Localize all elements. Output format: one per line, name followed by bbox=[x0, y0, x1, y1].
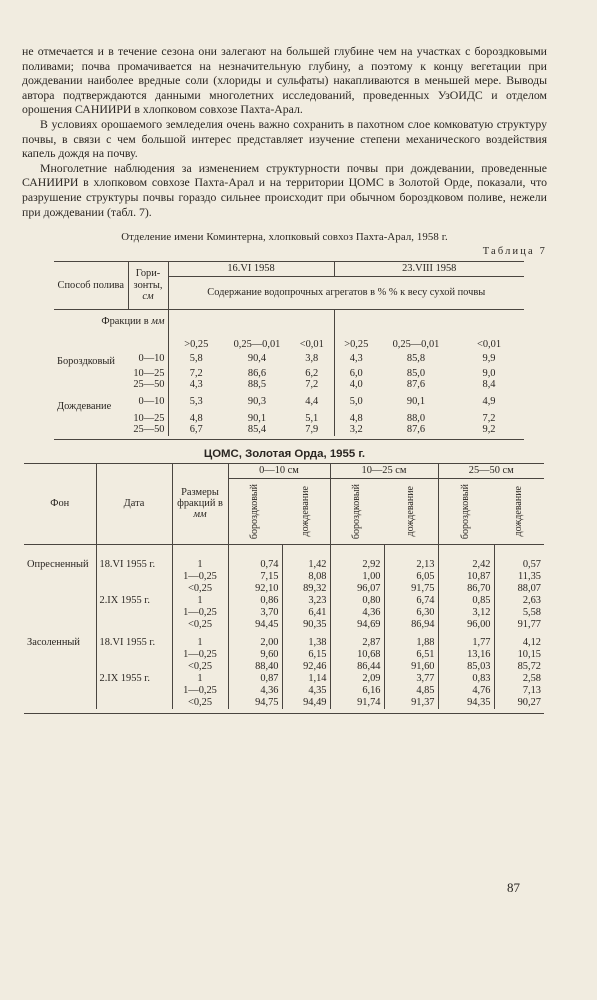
t8-value: 11,35 bbox=[494, 571, 544, 583]
t8-value: 4,85 bbox=[384, 685, 438, 697]
t8-date bbox=[96, 619, 172, 631]
t7-value: 87,6 bbox=[406, 379, 426, 391]
t8-value: 94,75 bbox=[228, 697, 282, 709]
t7-col-method: Способ полива bbox=[54, 262, 128, 310]
t8-value: 91,60 bbox=[384, 661, 438, 673]
t7-value: 90,4 bbox=[247, 353, 267, 365]
table7-caption: Отделение имени Коминтерна, хлопковый совхоз Пахта-Арал, 1958 г. bbox=[121, 231, 448, 244]
t8-value: 2,09 bbox=[330, 673, 384, 685]
table-row bbox=[24, 685, 544, 697]
t8-fraction: 1 bbox=[172, 544, 228, 571]
t7-value: 90,3 bbox=[247, 395, 267, 407]
t8-depth-3: 25—50 см bbox=[438, 463, 544, 478]
t8-value: 2,00 bbox=[228, 631, 282, 649]
t8-value: 0,85 bbox=[438, 595, 494, 607]
t7-value: 4,4 bbox=[305, 395, 319, 407]
t8-value: 3,77 bbox=[384, 673, 438, 685]
paragraph-1: не отмечается и в течение сезона они залегают на большей глубине чем на участках с бороздковыми поливами; почва промачивается на незначительную глубину, а поэтому к концу вегетации при дождевании наиболее вредные соли (хлориды и сульфаты) накапливаются в меньшей мере. Выводы автора подтверждаются данными многолетних исследований, проведенных УзОИДС и отделом орошения САНИИРИ в хлопковом совхозе Пахта-Арал. bbox=[22, 44, 547, 117]
t8-fraction: 1—0,25 bbox=[172, 571, 228, 583]
t8-value: 85,03 bbox=[438, 661, 494, 673]
table-row bbox=[24, 673, 544, 685]
table-row bbox=[24, 571, 544, 583]
t8-date bbox=[96, 583, 172, 595]
t7-value: 88,0 bbox=[406, 412, 426, 424]
t7-method: Дождевание bbox=[57, 400, 112, 412]
t8-date: 18.VI 1955 г. bbox=[96, 544, 172, 571]
t7-value: 4,3 bbox=[334, 350, 378, 368]
t8-fraction: <0,25 bbox=[172, 697, 228, 709]
t8-depth-1: 0—10 см bbox=[228, 463, 330, 478]
t8-fraction: <0,25 bbox=[172, 583, 228, 595]
t8-value: 7,15 bbox=[228, 571, 282, 583]
t8-value: 91,37 bbox=[384, 697, 438, 709]
t8-subheader-label: бороздковый bbox=[351, 483, 362, 539]
t8-value: 1,14 bbox=[282, 673, 330, 685]
paragraph-2: В условиях орошаемого земледелия очень важно сохранить в пахотном слое комковатую структуру почвы, в связи с чем большой интерес представляет изучение степени механического воздействия капель дождя на почву. bbox=[22, 116, 547, 161]
t7-value: 7,2 bbox=[482, 412, 496, 424]
t8-value: 91,74 bbox=[330, 697, 384, 709]
table-row bbox=[54, 368, 524, 380]
t8-subheader bbox=[282, 478, 330, 544]
t7-value: 85,8 bbox=[406, 353, 426, 365]
t8-date bbox=[96, 571, 172, 583]
table7-label: Таблица 7 bbox=[482, 246, 547, 258]
t8-value: 94,45 bbox=[228, 619, 282, 631]
t8-value: 96,07 bbox=[330, 583, 384, 595]
t8-date bbox=[96, 697, 172, 709]
table-row bbox=[24, 697, 544, 709]
t8-value: 0,80 bbox=[330, 595, 384, 607]
t7-fraction-col: 0,25—0,01 bbox=[233, 339, 281, 351]
t7-horizon: 0—10 bbox=[138, 395, 165, 407]
t8-subheader bbox=[384, 478, 438, 544]
t8-bg bbox=[24, 595, 96, 607]
t8-fraction: 1—0,25 bbox=[172, 649, 228, 661]
t8-value: 6,74 bbox=[384, 595, 438, 607]
t8-subheader-label: бороздковый bbox=[249, 483, 260, 539]
t8-value: 3,70 bbox=[228, 607, 282, 619]
t8-value: 6,41 bbox=[282, 607, 330, 619]
t8-value: 4,36 bbox=[228, 685, 282, 697]
t8-bg bbox=[24, 571, 96, 583]
t7-value: 6,7 bbox=[168, 424, 224, 436]
t7-value: 9,0 bbox=[482, 367, 496, 379]
table-row bbox=[54, 350, 524, 368]
t8-value: 6,30 bbox=[384, 607, 438, 619]
t7-value: 7,2 bbox=[168, 368, 224, 380]
t7-value: 4,8 bbox=[334, 413, 378, 425]
table-row bbox=[54, 379, 524, 391]
t8-value: 2,13 bbox=[384, 544, 438, 571]
table-row bbox=[54, 413, 524, 425]
t7-value: 7,9 bbox=[305, 424, 319, 436]
table-row bbox=[24, 619, 544, 631]
t8-value: 4,35 bbox=[282, 685, 330, 697]
t7-value: 86,6 bbox=[247, 367, 267, 379]
t8-col-frac: Размеры фракций в мм bbox=[172, 463, 228, 544]
t7-horizon: 25—50 bbox=[133, 424, 165, 436]
t8-subheader bbox=[330, 478, 384, 544]
t8-value: 88,40 bbox=[228, 661, 282, 673]
t8-value: 10,68 bbox=[330, 649, 384, 661]
t7-value: 4,9 bbox=[482, 395, 496, 407]
t8-date: 18.VI 1955 г. bbox=[96, 631, 172, 649]
t8-date bbox=[96, 649, 172, 661]
t8-value: 2,42 bbox=[438, 544, 494, 571]
t8-value: 10,87 bbox=[438, 571, 494, 583]
table7 bbox=[54, 261, 524, 440]
t8-value: 4,12 bbox=[494, 631, 544, 649]
t7-method: Бороздковый bbox=[57, 356, 115, 368]
t8-value: 91,77 bbox=[494, 619, 544, 631]
t8-date bbox=[96, 607, 172, 619]
t7-fraction-col: 0,25—0,01 bbox=[392, 339, 440, 351]
t7-horizon: 10—25 bbox=[133, 367, 165, 379]
t8-subheader-label: дождевание bbox=[512, 485, 524, 537]
t7-method-empty bbox=[54, 379, 128, 391]
t8-value: 90,35 bbox=[282, 619, 330, 631]
t8-fraction: <0,25 bbox=[172, 661, 228, 673]
t8-bg bbox=[24, 697, 96, 709]
t8-col-bg: Фон bbox=[24, 463, 96, 544]
t8-value: 4,76 bbox=[438, 685, 494, 697]
t7-value: 3,2 bbox=[334, 424, 378, 436]
t8-subheader-label: бороздковый bbox=[460, 483, 471, 539]
t7-value: 4,0 bbox=[334, 379, 378, 391]
t8-fraction: 1 bbox=[172, 595, 228, 607]
t8-value: 4,36 bbox=[330, 607, 384, 619]
t7-method-empty bbox=[54, 368, 128, 380]
t8-bg bbox=[24, 583, 96, 595]
t8-subheader bbox=[228, 478, 282, 544]
t7-value: 3,8 bbox=[305, 353, 319, 365]
t8-depth-2: 10—25 см bbox=[330, 463, 438, 478]
t8-value: 0,57 bbox=[494, 544, 544, 571]
table-row bbox=[24, 649, 544, 661]
table-row bbox=[24, 607, 544, 619]
t7-method-empty bbox=[54, 413, 128, 425]
t8-value: 0,87 bbox=[228, 673, 282, 685]
table-row bbox=[24, 583, 544, 595]
t8-fraction: 1—0,25 bbox=[172, 685, 228, 697]
t7-value: 87,6 bbox=[406, 424, 426, 436]
t7-horizon: 25—50 bbox=[133, 379, 165, 391]
t7-value: 5,0 bbox=[334, 391, 378, 413]
page-number: 87 bbox=[507, 880, 520, 895]
t8-value: 6,51 bbox=[384, 649, 438, 661]
t7-value: 6,2 bbox=[305, 367, 319, 379]
t8-value: 13,16 bbox=[438, 649, 494, 661]
t8-bg: Засоленный bbox=[27, 636, 80, 648]
t7-fraction-col: <0,01 bbox=[299, 339, 324, 351]
t8-subheader-label: дождевание bbox=[299, 485, 311, 537]
t8-value: 1,88 bbox=[384, 631, 438, 649]
t7-value: 9,9 bbox=[482, 353, 496, 365]
t7-value: 6,0 bbox=[334, 368, 378, 380]
t8-value: 2,58 bbox=[494, 673, 544, 685]
t8-value: 3,12 bbox=[438, 607, 494, 619]
t7-content-header: Содержание водопрочных агрегатов в % % к весу сухой почвы bbox=[168, 277, 524, 310]
t8-value: 2,63 bbox=[494, 595, 544, 607]
t7-col-horizons: Гори-зонты, см bbox=[128, 262, 168, 310]
t8-value: 1,42 bbox=[282, 544, 330, 571]
t7-value: 8,4 bbox=[482, 379, 496, 391]
t8-bg bbox=[24, 673, 96, 685]
t8-fraction: <0,25 bbox=[172, 619, 228, 631]
t8-date bbox=[96, 685, 172, 697]
t7-date-2: 23.VIII 1958 bbox=[334, 262, 524, 277]
table8 bbox=[24, 463, 544, 714]
t7-horizon: 0—10 bbox=[138, 353, 165, 365]
t7-fraction-col: >0,25 bbox=[334, 310, 378, 351]
t8-value: 96,00 bbox=[438, 619, 494, 631]
t8-value: 92,46 bbox=[282, 661, 330, 673]
t7-value: 7,2 bbox=[305, 379, 319, 391]
table-row bbox=[24, 661, 544, 673]
t7-value: 90,1 bbox=[247, 412, 267, 424]
t8-subheader-label: дождевание bbox=[404, 485, 416, 537]
table8-caption: ЦОМС, Золотая Орда, 1955 г. bbox=[203, 447, 366, 460]
table-row bbox=[24, 544, 544, 571]
t8-value: 85,72 bbox=[494, 661, 544, 673]
t8-value: 6,16 bbox=[330, 685, 384, 697]
t7-value: 4,8 bbox=[168, 413, 224, 425]
t8-value: 86,70 bbox=[438, 583, 494, 595]
t8-value: 86,94 bbox=[384, 619, 438, 631]
table-row bbox=[54, 391, 524, 413]
t8-value: 2,87 bbox=[330, 631, 384, 649]
t8-fraction: 1 bbox=[172, 673, 228, 685]
t8-value: 94,49 bbox=[282, 697, 330, 709]
t7-value: 88,5 bbox=[247, 379, 267, 391]
t8-value: 6,15 bbox=[282, 649, 330, 661]
t7-value: 85,4 bbox=[247, 424, 267, 436]
t8-value: 1,00 bbox=[330, 571, 384, 583]
t7-value: 4,3 bbox=[168, 379, 224, 391]
t8-value: 86,44 bbox=[330, 661, 384, 673]
t8-value: 6,05 bbox=[384, 571, 438, 583]
t7-fraction-col: <0,01 bbox=[476, 339, 502, 351]
t8-bg: Опресненный bbox=[27, 558, 89, 570]
t8-subheader bbox=[494, 478, 544, 544]
t8-bg bbox=[24, 685, 96, 697]
t8-value: 5,58 bbox=[494, 607, 544, 619]
t8-value: 94,69 bbox=[330, 619, 384, 631]
t8-value: 1,38 bbox=[282, 631, 330, 649]
t7-value: 85,0 bbox=[406, 367, 426, 379]
t7-fractions-label: Фракции в мм bbox=[101, 316, 165, 328]
t8-value: 9,60 bbox=[228, 649, 282, 661]
paragraph-3: Многолетние наблюдения за изменением структурности почвы при дождевании, проведенные САНИИРИ в хлопковом совхозе Пахта-Арал и на территории ЦОМС в Золотой Орде, показали, что разрушение структуры почвы гораздо сильнее происходит при обычном бороздковом поливе, нежели при дождевании (табл. 7). bbox=[22, 160, 547, 219]
table-row bbox=[24, 595, 544, 607]
t8-bg bbox=[24, 661, 96, 673]
t7-value: 90,1 bbox=[406, 395, 426, 407]
t8-value: 90,27 bbox=[494, 697, 544, 709]
t8-value: 89,32 bbox=[282, 583, 330, 595]
t7-value: 5,3 bbox=[168, 391, 224, 413]
t8-bg bbox=[24, 607, 96, 619]
t8-value: 8,08 bbox=[282, 571, 330, 583]
t8-value: 2,92 bbox=[330, 544, 384, 571]
t8-value: 7,13 bbox=[494, 685, 544, 697]
t8-value: 0,86 bbox=[228, 595, 282, 607]
t8-col-date: Дата bbox=[96, 463, 172, 544]
table-row bbox=[54, 424, 524, 436]
t8-value: 3,23 bbox=[282, 595, 330, 607]
t7-value: 5,1 bbox=[305, 412, 319, 424]
t8-bg bbox=[24, 649, 96, 661]
t8-date: 2.IX 1955 г. bbox=[96, 673, 172, 685]
t7-fraction-col: >0,25 bbox=[168, 310, 224, 351]
t8-subheader bbox=[438, 478, 494, 544]
t8-value: 94,35 bbox=[438, 697, 494, 709]
t8-bg bbox=[24, 619, 96, 631]
t8-value: 88,07 bbox=[494, 583, 544, 595]
table-row bbox=[24, 631, 544, 649]
t7-date-1: 16.VI 1958 bbox=[168, 262, 334, 277]
t8-value: 1,77 bbox=[438, 631, 494, 649]
t8-value: 0,74 bbox=[228, 544, 282, 571]
t8-value: 0,83 bbox=[438, 673, 494, 685]
t8-value: 91,75 bbox=[384, 583, 438, 595]
t8-value: 10,15 bbox=[494, 649, 544, 661]
t8-fraction: 1 bbox=[172, 631, 228, 649]
t8-fraction: 1—0,25 bbox=[172, 607, 228, 619]
t8-value: 92,10 bbox=[228, 583, 282, 595]
t8-date: 2.IX 1955 г. bbox=[96, 595, 172, 607]
t7-value: 9,2 bbox=[482, 424, 496, 436]
t7-value: 5,8 bbox=[168, 350, 224, 368]
t8-date bbox=[96, 661, 172, 673]
t7-horizon: 10—25 bbox=[133, 412, 165, 424]
t7-method-empty bbox=[54, 424, 128, 436]
